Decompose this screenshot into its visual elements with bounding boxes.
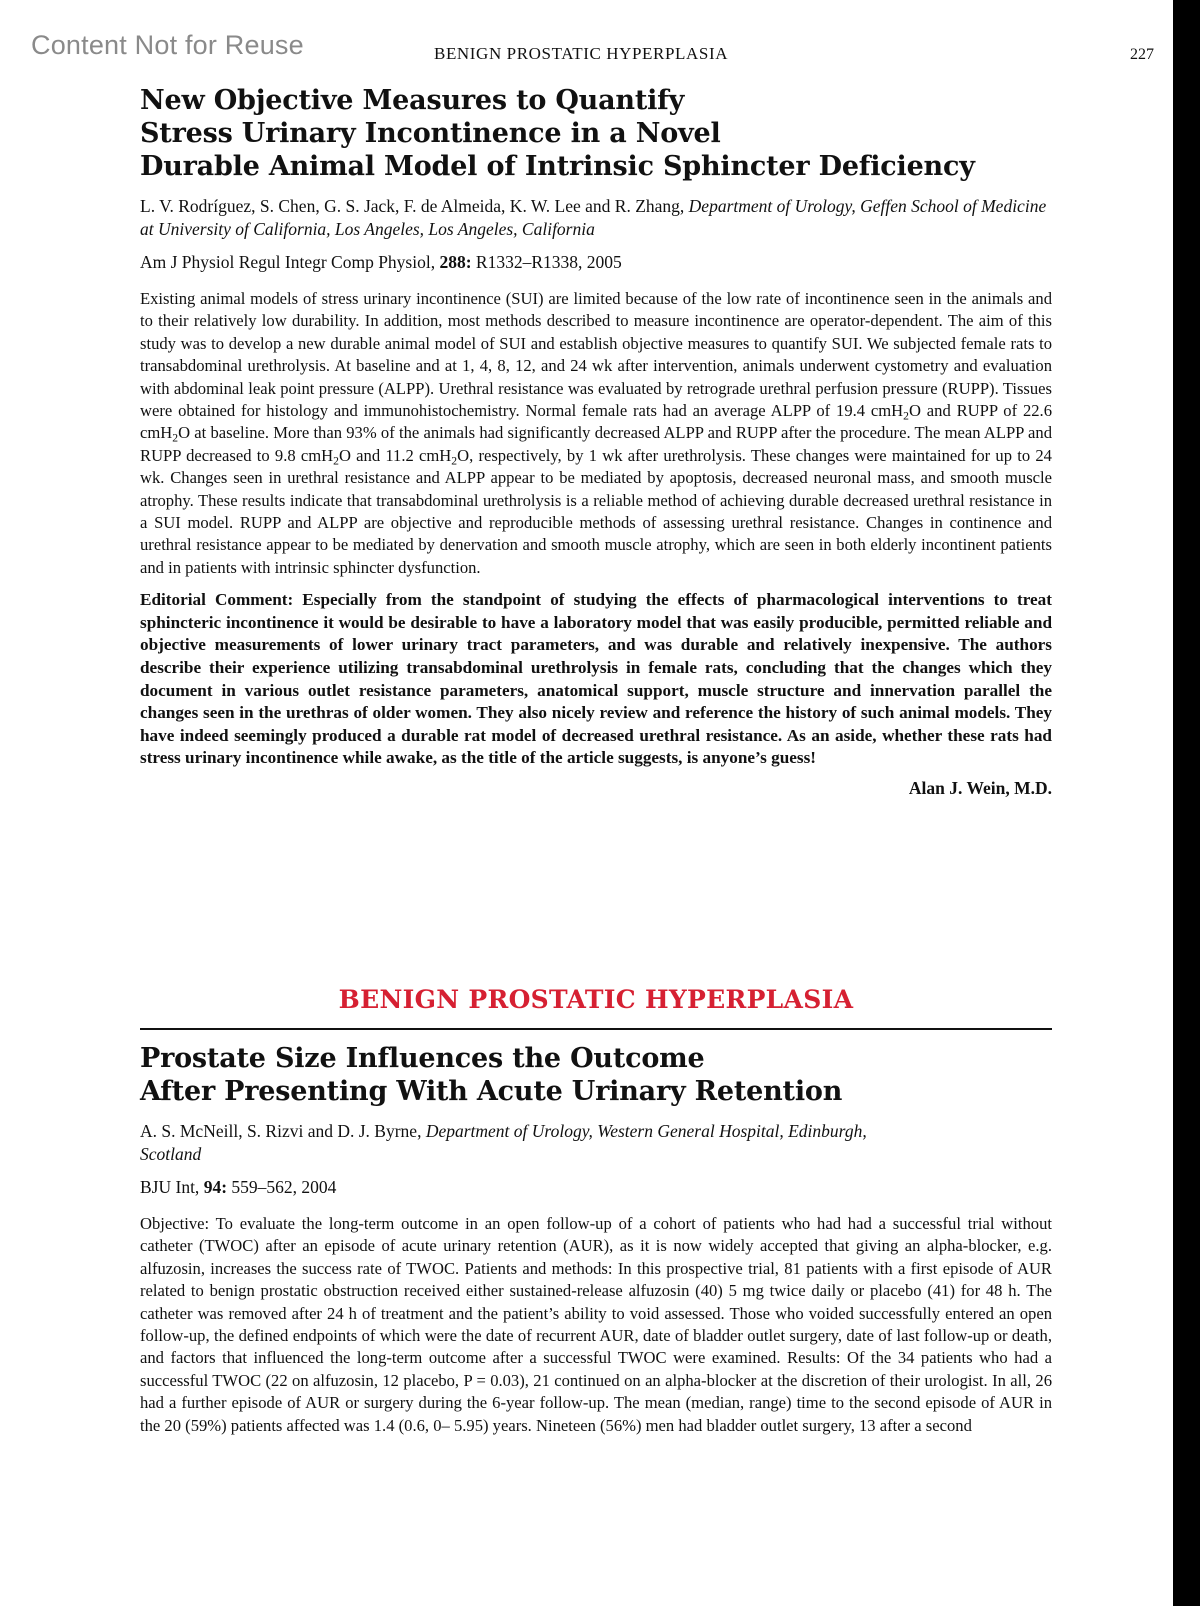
article-1-title — [140, 84, 1052, 183]
abstract-text: O and 11.2 cmH — [338, 445, 452, 465]
pages: 559–562, 2004 — [231, 1177, 337, 1197]
volume: 288: — [439, 252, 472, 272]
article-2-abstract: Objective: To evaluate the long-term outcome in an open follow-up of a cohort of patients who had had a successful trial without catheter (TWOC) after an episode of acute urinary retention (AUR), as it is now widely accepted that giving an alpha-blocker, e.g. alfuzosin, increases the success rate of TWOC. Patients and methods: In this prospective trial, 81 patients with a first episode of AUR related to benign prostatic obstruction received either sustained-release alfuzosin (40) 5 mg twice daily or placebo (41) for 48 h. The catheter was removed after 24 h of treatment and the patient’s ability to void assessed. Those who voided successfully entered an open follow-up, the defined endpoints of which were the date of recurrent AUR, date of bladder outlet surgery, date of last follow-up or death, and factors that influenced the long-term outcome after a successful TWOC were examined. Results: Of the 34 patients who had a successful TWOC (22 on alfuzosin, 12 placebo, P = 0.03), 21 continued on an alpha-blocker at the discretion of their urologist. In all, 26 had a further episode of AUR or surgery during the 6-year follow-up. The mean (median, range) time to the second episode of AUR in the 20 (59%) patients affected was 1.4 (0.6, 0– 5.95) years. Nineteen (56%) men had bladder outlet surgery, 13 after a second — [140, 1214, 1052, 1435]
article-2-authors — [140, 1120, 920, 1166]
journal: Am J Physiol Regul Integr Comp Physiol, — [140, 252, 436, 272]
section-divider — [140, 1028, 1052, 1030]
watermark: Content Not for Reuse — [31, 30, 304, 60]
author-names: A. S. McNeill, S. Rizvi and D. J. Byrne, — [140, 1121, 422, 1141]
affiliation: Department of Urology, Western General Hospital, Edinburgh, Scotland — [140, 1121, 867, 1164]
affiliation: Department of Urology, Geffen School of Medicine at University of California, Los Angeles, Los Angeles, California — [140, 196, 1047, 239]
subscript: 2 — [903, 409, 909, 423]
abstract-text: Existing animal models of stress urinary incontinence (SUI) are limited because of the low rate of incontinence seen in the animals and to their relatively low durability. In addition, most methods described to measure incontinence are operator-dependent. The aim of this study was to develop a new durable animal model of SUI and establish objective measures to quantify SUI. We subjected female rats to transabdominal urethrolysis. At baseline and at 1, 4, 8, 12, and 24 wk after intervention, animals underwent cystometry and evaluation with abdominal leak point pressure (ALPP). Urethral resistance was evaluated by retrograde urethral perfusion pressure (RUPP). Tissues were obtained for histology and immunohistochemistry. Normal female rats had an average ALPP of 19.4 cmH — [140, 289, 1052, 421]
article-1 — [140, 84, 1052, 799]
title-line: New Objective Measures to Quantify — [140, 85, 685, 116]
article-2-title — [140, 1042, 1052, 1108]
abstract-text: O, respectively, by 1 wk after urethrolysis. These changes were maintained for up to 24 wk. Changes seen in urethral resistance and ALPP appear to be mediated by apoptosis, decreased neuronal mass, and smooth muscle atrophy. These results indicate that transabdominal urethrolysis is a reliable method of achieving durable decreased urethral resistance in a SUI model. RUPP and ALPP are objective and reproducible methods of assessing urethral resistance. Changes in continence and urethral resistance appear to be mediated by denervation and smooth muscle atrophy, which are seen in both elderly incontinent patients and in patients with intrinsic sphincter dysfunction. — [140, 445, 1052, 577]
title-line: Prostate Size Influences the Outcome — [140, 1043, 705, 1074]
title-line: Durable Animal Model of Intrinsic Sphincter Deficiency — [140, 151, 975, 182]
editorial-signature: Alan J. Wein, M.D. — [908, 778, 1052, 799]
volume: 94: — [203, 1177, 228, 1197]
article-2 — [140, 1042, 1052, 1437]
title-line: After Presenting With Acute Urinary Retention — [140, 1076, 843, 1107]
article-1-abstract — [140, 288, 1052, 579]
pages: R1332–R1338, 2005 — [475, 252, 622, 272]
abstract-text: O and RUPP of 22.6 cmH — [140, 401, 1052, 443]
subscript: 2 — [333, 454, 339, 468]
author-names: L. V. Rodríguez, S. Chen, G. S. Jack, F. de Almeida, K. W. Lee and R. Zhang, — [140, 196, 685, 216]
article-1-citation — [140, 251, 1052, 274]
section-heading: BENIGN PROSTATIC HYPERPLASIA — [338, 985, 854, 1014]
article-2-citation — [140, 1176, 1052, 1199]
abstract-text: O at baseline. More than 93% of the animals had significantly decreased ALPP and RUPP after the procedure. The mean ALPP and RUPP decreased to 9.8 cmH — [140, 423, 1052, 465]
subscript: 2 — [172, 431, 179, 445]
subscript: 2 — [451, 454, 458, 468]
journal: BJU Int, — [140, 1177, 200, 1197]
title-line: Stress Urinary Incontinence in a Novel — [140, 118, 721, 149]
viewer-edge-bar — [1173, 0, 1200, 1606]
running-head: BENIGN PROSTATIC HYPERPLASIA — [434, 44, 729, 63]
editorial-comment: Editorial Comment: Especially from the standpoint of studying the effects of pharmacological interventions to treat sphincteric incontinence it would be desirable to have a laboratory model that was easily producible, permitted reliable and objective measurements of lower urinary tract parameters, and was durable and relatively inexpensive. The authors describe their experience utilizing transabdominal urethrolysis in female rats, concluding that the changes which they document in various outlet resistance parameters, anatomical support, muscle structure and innervation parallel the changes seen in the urethras of older women. They also nicely review and reference the history of such animal models. They have indeed seemingly produced a durable rat model of decreased urethral resistance. As an aside, whether these rats had stress urinary incontinence while awake, as the title of the article suggests, is anyone’s guess! — [140, 590, 1052, 768]
article-1-authors — [140, 195, 1052, 241]
page-number: 227 — [1130, 46, 1154, 63]
